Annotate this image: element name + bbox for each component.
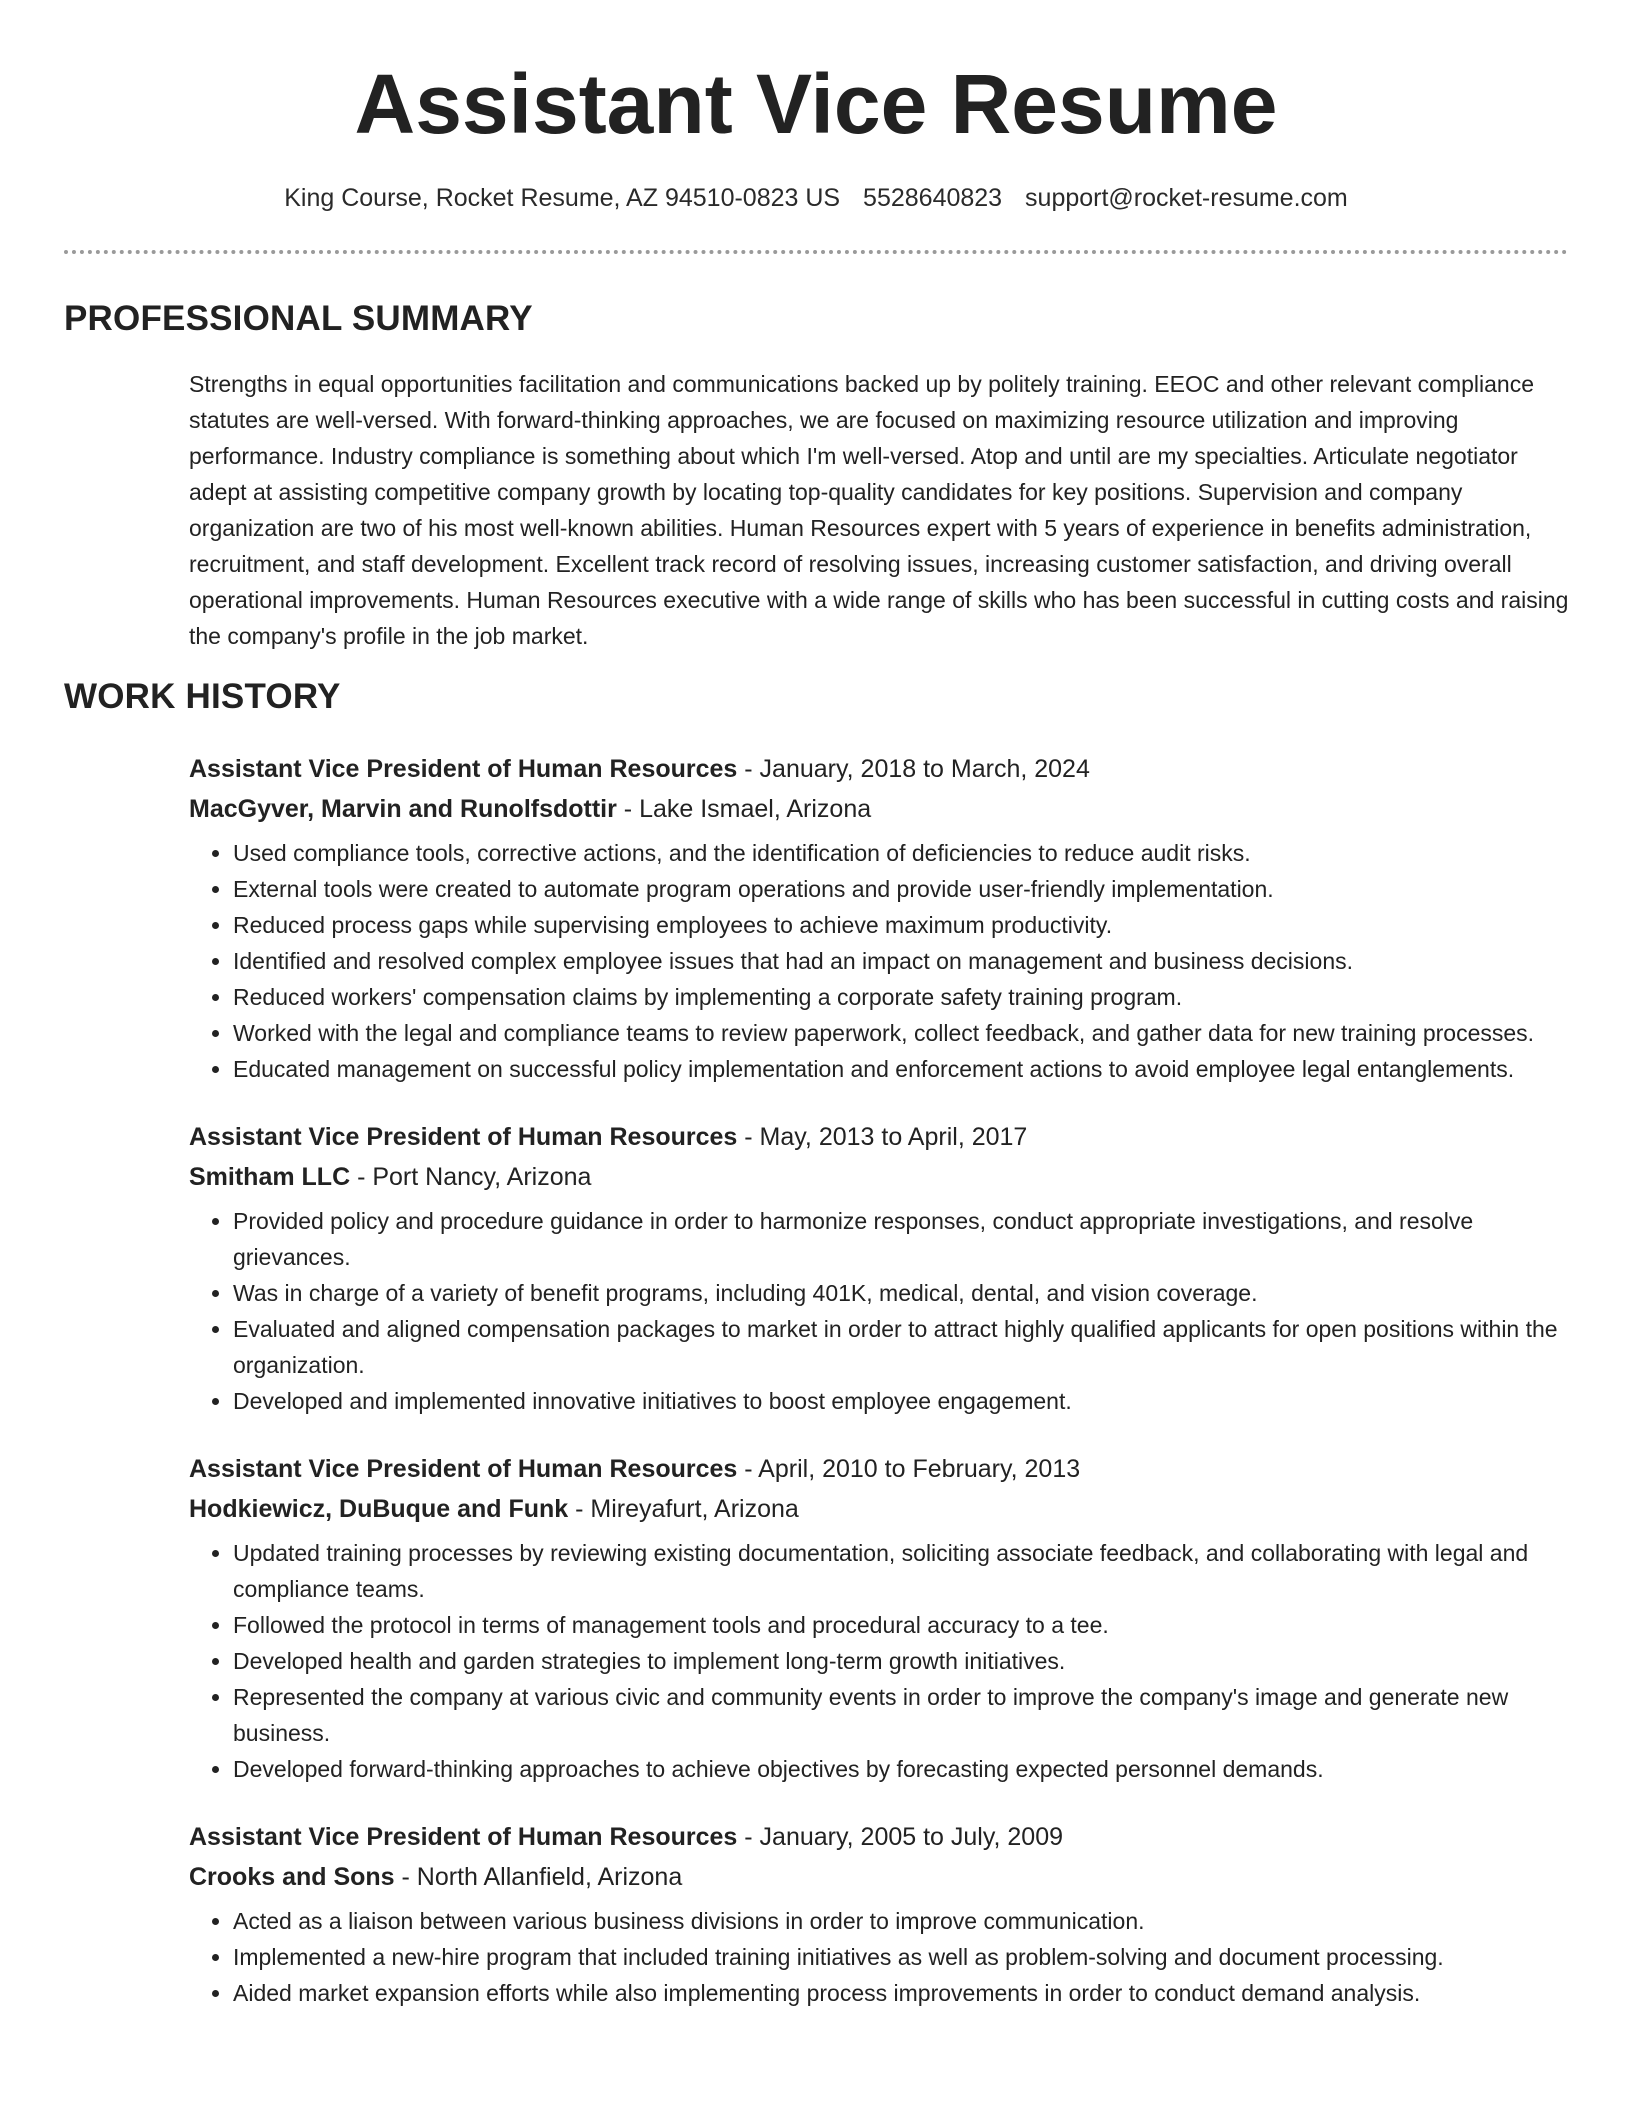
job-company-line bbox=[189, 1857, 1569, 1897]
job-bullet: • Developed forward-thinking approaches to achieve objectives by forecasting expected personnel demands. bbox=[233, 1751, 1569, 1787]
job-bullet: • Developed and implemented innovative initiatives to boost employee engagement. bbox=[233, 1383, 1569, 1419]
job-bullet: • Provided policy and procedure guidance in order to harmonize responses, conduct appropriate investigations, and resolve grievances. bbox=[233, 1203, 1569, 1275]
job-bullet: • Reduced process gaps while supervising employees to achieve maximum productivity. bbox=[233, 907, 1569, 943]
job-bullet: • External tools were created to automate program operations and provide user-friendly implementation. bbox=[233, 871, 1569, 907]
job-bullets bbox=[189, 1903, 1569, 2011]
job-bullet: • Worked with the legal and compliance teams to review paperwork, collect feedback, and gather data for new training processes. bbox=[233, 1015, 1569, 1051]
job-position: Assistant Vice President of Human Resources bbox=[189, 1823, 738, 1851]
job-bullet: • Implemented a new-hire program that included training initiatives as well as problem-solving and document processing. bbox=[233, 1939, 1569, 1975]
job-bullet: • Developed health and garden strategies to implement long-term growth initiatives. bbox=[233, 1643, 1569, 1679]
job-bullet: • Used compliance tools, corrective actions, and the identification of deficiencies to reduce audit risks. bbox=[233, 835, 1569, 871]
job-title-line bbox=[189, 749, 1569, 789]
summary-heading: PROFESSIONAL SUMMARY bbox=[64, 299, 533, 338]
job-location: - Mireyafurt, Arizona bbox=[568, 1495, 799, 1523]
job-entry bbox=[189, 1117, 1569, 1419]
job-bullet: • Was in charge of a variety of benefit programs, including 401K, medical, dental, and vision coverage. bbox=[233, 1275, 1569, 1311]
job-company: Smitham LLC bbox=[189, 1163, 351, 1191]
job-company: Hodkiewicz, DuBuque and Funk bbox=[189, 1495, 569, 1523]
job-title-line bbox=[189, 1117, 1569, 1157]
contact-line bbox=[0, 181, 1632, 215]
job-bullets bbox=[189, 1203, 1569, 1419]
job-position: Assistant Vice President of Human Resources bbox=[189, 1123, 738, 1151]
work-history-heading: WORK HISTORY bbox=[64, 677, 341, 716]
job-location: - Port Nancy, Arizona bbox=[350, 1163, 592, 1191]
job-entry bbox=[189, 1449, 1569, 1787]
job-entry bbox=[189, 749, 1569, 1087]
job-location: - Lake Ismael, Arizona bbox=[616, 795, 872, 823]
job-bullet: • Updated training processes by reviewing existing documentation, soliciting associate feedback, and collaborating with legal and compliance teams. bbox=[233, 1535, 1569, 1607]
job-position: Assistant Vice President of Human Resources bbox=[189, 1455, 738, 1483]
job-company-line bbox=[189, 789, 1569, 829]
job-bullet: • Educated management on successful policy implementation and enforcement actions to avoid employee legal entanglements. bbox=[233, 1051, 1569, 1087]
job-location: - North Allanfield, Arizona bbox=[394, 1863, 683, 1891]
resume-name: Assistant Vice Resume bbox=[354, 57, 1278, 151]
job-bullet: • Reduced workers' compensation claims by implementing a corporate safety training program. bbox=[233, 979, 1569, 1015]
job-dates: - April, 2010 to February, 2013 bbox=[737, 1455, 1081, 1483]
job-company: MacGyver, Marvin and Runolfsdottir bbox=[189, 795, 617, 823]
job-bullet: • Identified and resolved complex employee issues that had an impact on management and business decisions. bbox=[233, 943, 1569, 979]
summary-text: Strengths in equal opportunities facilitation and communications backed up by politely training. EEOC and other relevant compliance statutes are well-versed. With forward-thinking approaches, we are focused on maximizing resource utilization and improving performance. Industry compliance is something about which I'm well-versed. Atop and until are my specialties. Articulate negotiator adept at assisting competitive company growth by locating top-quality candidates for key positions. Supervision and company organization are two of his most well-known abilities. Human Resources expert with 5 years of experience in benefits administration, recruitment, and staff development. Excellent track record of resolving issues, increasing customer satisfaction, and driving overall operational improvements. Human Resources executive with a wide range of skills who has been successful in cutting costs and raising the company's profile in the job market. bbox=[189, 371, 1569, 649]
job-entry bbox=[189, 1817, 1569, 2011]
job-bullet: • Represented the company at various civic and community events in order to improve the company's image and generate new business. bbox=[233, 1679, 1569, 1751]
job-company-line bbox=[189, 1157, 1569, 1197]
job-title-line bbox=[189, 1449, 1569, 1489]
job-position: Assistant Vice President of Human Resources bbox=[189, 755, 738, 783]
job-dates: - January, 2005 to July, 2009 bbox=[737, 1823, 1064, 1851]
job-bullet: • Acted as a liaison between various business divisions in order to improve communication. bbox=[233, 1903, 1569, 1939]
header-divider bbox=[64, 250, 1568, 254]
contact-email: support@rocket-resume.com bbox=[1025, 184, 1348, 212]
job-company: Crooks and Sons bbox=[189, 1863, 395, 1891]
job-dates: - May, 2013 to April, 2017 bbox=[737, 1123, 1028, 1151]
job-bullet: • Evaluated and aligned compensation packages to market in order to attract highly qualified applicants for open positions within the organization. bbox=[233, 1311, 1569, 1383]
job-bullet: • Followed the protocol in terms of management tools and procedural accuracy to a tee. bbox=[233, 1607, 1569, 1643]
contact-address: King Course, Rocket Resume, AZ 94510-0823 US bbox=[284, 184, 841, 212]
job-dates: - January, 2018 to March, 2024 bbox=[737, 755, 1090, 783]
job-bullet: • Aided market expansion efforts while also implementing process improvements in order to conduct demand analysis. bbox=[233, 1975, 1569, 2011]
job-bullets bbox=[189, 835, 1569, 1087]
job-bullets bbox=[189, 1535, 1569, 1787]
job-company-line bbox=[189, 1489, 1569, 1529]
contact-phone: 5528640823 bbox=[863, 184, 1003, 212]
job-title-line bbox=[189, 1817, 1569, 1857]
work-history-list bbox=[189, 749, 1569, 2041]
